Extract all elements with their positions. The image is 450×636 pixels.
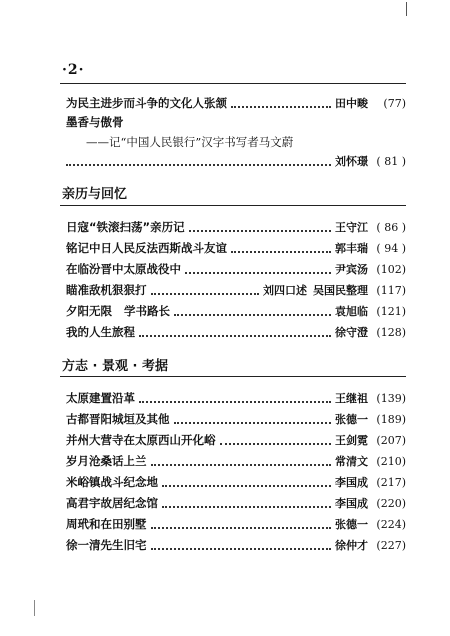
entry-page: (139) [376, 392, 406, 405]
toc-entry [66, 495, 406, 511]
entry-title: 徐一清先生旧宅 [66, 538, 147, 552]
toc-entry [66, 303, 406, 319]
toc-entry [66, 95, 406, 111]
entry-title: 岁月沧桑话上兰 [66, 454, 147, 468]
leader-dots [162, 477, 331, 487]
entry-page: (220) [376, 497, 406, 510]
toc-entry [66, 153, 406, 169]
entry-title: 瞄准敌机狠狠打 [66, 283, 147, 297]
section-heading: 亲历与回忆 [62, 187, 128, 202]
entry-author: 王继祖 [335, 392, 368, 405]
leader-dots [231, 243, 331, 253]
entry-author: 徐守澄 [335, 326, 368, 339]
section-rule [60, 205, 406, 206]
entry-author: 常清文 [335, 455, 368, 468]
entry-title: 并州大营寺在太原西山开化峪 [66, 433, 216, 447]
leader-dots [231, 98, 331, 108]
leader-dots [174, 414, 332, 424]
entry-title: 米峪镇战斗纪念地 [66, 475, 158, 489]
entry-author: 王剑霓 [335, 434, 368, 447]
entry-page: ( 81 ) [376, 155, 406, 168]
entry-title: 高君宇故居纪念馆 [66, 496, 158, 510]
entry-page: (224) [376, 518, 406, 531]
entry-author: 张德一 [335, 413, 368, 426]
entry-page: (217) [376, 476, 406, 489]
entry-title: 日寇“铁滚扫荡”亲历记 [66, 220, 185, 234]
page-number: ·2· [62, 62, 85, 78]
entry-page: (210) [376, 455, 406, 468]
entry-page: (102) [376, 263, 406, 276]
toc-entry [66, 240, 406, 256]
entry-title: 周玳和在田别墅 [66, 517, 147, 531]
entry-page: (207) [376, 434, 406, 447]
entry-author: 袁旭临 [335, 305, 368, 318]
entry-page: (128) [376, 326, 406, 339]
toc-entry [66, 537, 406, 553]
leader-dots [174, 306, 331, 316]
toc-entry [66, 516, 406, 532]
entry-title: 在临汾晋中太原战役中 [66, 262, 181, 276]
toc-entry [66, 474, 406, 490]
entry-title: 铭记中日人民反法西斯战斗友谊 [66, 241, 227, 255]
leader-dots [66, 156, 331, 166]
toc-entry [66, 432, 406, 448]
entry-page: (189) [376, 413, 406, 426]
entry-author: 张德一 [335, 518, 368, 531]
toc-entry [66, 390, 406, 406]
entry-title: 太原建置沿革 [66, 391, 135, 405]
leader-dots [139, 393, 331, 403]
entry-author: 田中畯 [335, 97, 368, 110]
entry-page: (227) [376, 539, 406, 552]
toc-entry [66, 453, 406, 469]
entry-page: ( 94 ) [376, 242, 406, 255]
leader-dots [189, 222, 331, 232]
toc-entry [66, 324, 406, 340]
leader-dots [151, 285, 260, 295]
entry-page: ( 86 ) [376, 221, 406, 234]
page-edge-mark [406, 2, 407, 16]
entry-author: 李国成 [335, 497, 368, 510]
header-rule [60, 83, 406, 84]
leader-dots [220, 435, 332, 445]
entry-author: 尹宾汤 [335, 263, 368, 276]
leader-dots [151, 519, 332, 529]
entry-author: 徐仲才 [335, 539, 368, 552]
section-heading: 方志 · 景观 · 考据 [62, 359, 168, 374]
entry-author: 刘怀璟 [335, 155, 368, 168]
toc-entry [66, 411, 406, 427]
entry-page: (121) [376, 305, 406, 318]
leader-dots [151, 456, 332, 466]
entry-author: 李国成 [335, 476, 368, 489]
entry-subtitle: ——记“中国人民银行”汉字书写者马文蔚 [86, 135, 294, 149]
leader-dots [162, 498, 331, 508]
page-edge-mark [34, 600, 35, 616]
leader-dots [185, 264, 331, 274]
entry-narrator: 刘四口述 [263, 284, 307, 297]
entry-page: (117) [376, 284, 406, 297]
entry-title: 我的人生旅程 [66, 325, 135, 339]
leader-dots [139, 327, 331, 337]
toc-entry [66, 261, 406, 277]
entry-title: 古都晋阳城垣及其他 [66, 412, 170, 426]
entry-author: 吴国民整理 [313, 284, 368, 297]
entry-title: 墨香与傲骨 [66, 115, 124, 129]
toc-entry [66, 282, 406, 298]
entry-author: 王守江 [335, 221, 368, 234]
toc-entry [66, 219, 406, 235]
section-rule [60, 376, 406, 377]
entry-author: 郭丰瑞 [335, 242, 368, 255]
entry-page: (77) [383, 97, 406, 110]
entry-title: 夕阳无限 学书路长 [66, 304, 171, 318]
leader-dots [151, 540, 332, 550]
entry-title: 为民主进步而斗争的文化人张颔 [66, 96, 227, 110]
